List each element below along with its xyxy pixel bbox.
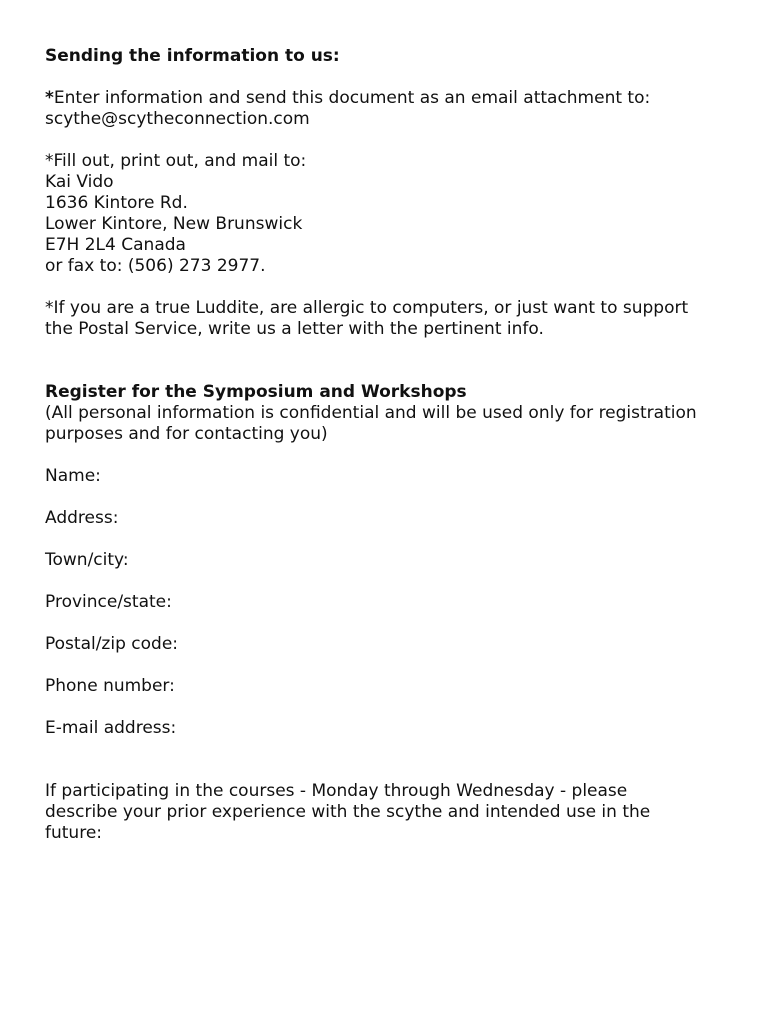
spacer [45, 130, 745, 151]
spacer [45, 67, 745, 88]
courses-prompt-line-1: If participating in the courses - Monday through Wednesday - please [45, 781, 628, 801]
fax-number: or fax to: (506) 273 2977. [45, 256, 266, 276]
spacer [45, 340, 745, 382]
spacer [45, 445, 745, 466]
email-bullet: * [45, 88, 54, 108]
address-field-label: Address: [45, 508, 119, 528]
email-instruction [45, 88, 745, 109]
spacer [45, 571, 745, 592]
name-field-label: Name: [45, 466, 101, 486]
spacer [45, 529, 745, 550]
spacer [45, 487, 745, 508]
spacer [45, 739, 745, 781]
luddite-note-line-1: *If you are a true Luddite, are allergic to computers, or just want to support [45, 298, 689, 318]
spacer [45, 277, 745, 298]
courses-prompt-line-2: describe your prior experience with the scythe and intended use in the [45, 802, 651, 822]
mail-name: Kai Vido [45, 172, 114, 192]
email-address: scythe@scytheconnection.com [45, 109, 310, 129]
mail-street: 1636 Kintore Rd. [45, 193, 188, 213]
spacer [45, 613, 745, 634]
phone-field-label: Phone number: [45, 676, 175, 696]
mail-intro: *Fill out, print out, and mail to: [45, 151, 307, 171]
town-field-label: Town/city: [45, 550, 129, 570]
courses-prompt-line-3: future: [45, 823, 103, 843]
register-heading: Register for the Symposium and Workshops [45, 382, 467, 402]
postal-field-label: Postal/zip code: [45, 634, 179, 654]
spacer [45, 697, 745, 718]
mail-town: Lower Kintore, New Brunswick [45, 214, 303, 234]
privacy-note-line-1: (All personal information is confidential and will be used only for registration [45, 403, 697, 423]
registration-document [45, 46, 745, 844]
spacer [45, 655, 745, 676]
mail-postal: E7H 2L4 Canada [45, 235, 186, 255]
province-field-label: Province/state: [45, 592, 172, 612]
email-field-label: E-mail address: [45, 718, 177, 738]
sending-heading: Sending the information to us: [45, 46, 340, 66]
privacy-note-line-2: purposes and for contacting you) [45, 424, 328, 444]
luddite-note-line-2: the Postal Service, write us a letter with the pertinent info. [45, 319, 544, 339]
email-instruction-text: Enter information and send this document as an email attachment to: [53, 88, 651, 108]
